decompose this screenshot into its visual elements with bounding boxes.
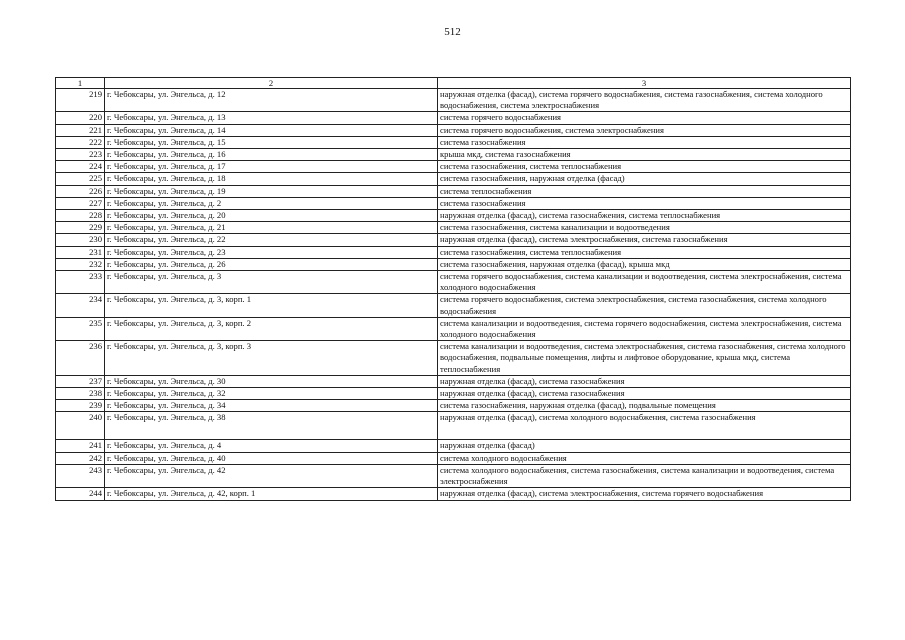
table-row (56, 294, 851, 317)
row-number: 223 (56, 149, 105, 161)
row-works: система горячего водоснабжения (438, 112, 851, 124)
table-row (56, 440, 851, 452)
row-works: система канализации и водоотведения, система электроснабжения, система газоснабжения, система холодного водоснабжения, подвальные помещения, лифты и лифтовое оборудование, крыша мкд, система теплоснабжения (438, 341, 851, 376)
row-address: г. Чебоксары, ул. Энгельса, д. 40 (105, 452, 438, 464)
row-number: 242 (56, 452, 105, 464)
row-works: наружная отделка (фасад), система газоснабжения, система теплоснабжения (438, 210, 851, 222)
row-number: 225 (56, 173, 105, 185)
row-address: г. Чебоксары, ул. Энгельса, д. 3, корп. 3 (105, 341, 438, 376)
row-number: 229 (56, 222, 105, 234)
row-number: 238 (56, 388, 105, 400)
registry-table (55, 77, 851, 501)
row-number: 226 (56, 185, 105, 197)
row-works: система газоснабжения, система теплоснабжения (438, 246, 851, 258)
row-number: 243 (56, 464, 105, 487)
row-number: 232 (56, 258, 105, 270)
row-number: 224 (56, 161, 105, 173)
row-number: 220 (56, 112, 105, 124)
row-number: 234 (56, 294, 105, 317)
row-address: г. Чебоксары, ул. Энгельса, д. 32 (105, 388, 438, 400)
row-works: система горячего водоснабжения, система электроснабжения, система газоснабжения, система холодного водоснабжения (438, 294, 851, 317)
row-number: 227 (56, 197, 105, 209)
table-row (56, 258, 851, 270)
row-works: наружная отделка (фасад), система горячего водоснабжения, система газоснабжения, система холодного водоснабжения, система электроснабжения (438, 89, 851, 112)
header-col-1: 1 (56, 78, 105, 89)
row-address: г. Чебоксары, ул. Энгельса, д. 14 (105, 124, 438, 136)
row-works: система горячего водоснабжения, система канализации и водоотведения, система электроснабжения, система холодного водоснабжения (438, 271, 851, 294)
row-address: г. Чебоксары, ул. Энгельса, д. 3, корп. 2 (105, 317, 438, 340)
row-number: 233 (56, 271, 105, 294)
table-row (56, 124, 851, 136)
row-works: система газоснабжения, система теплоснабжения (438, 161, 851, 173)
row-address: г. Чебоксары, ул. Энгельса, д. 16 (105, 149, 438, 161)
row-works: наружная отделка (фасад) (438, 440, 851, 452)
table-row (56, 112, 851, 124)
row-address: г. Чебоксары, ул. Энгельса, д. 18 (105, 173, 438, 185)
row-address: г. Чебоксары, ул. Энгельса, д. 13 (105, 112, 438, 124)
table-row (56, 488, 851, 500)
row-address: г. Чебоксары, ул. Энгельса, д. 22 (105, 234, 438, 246)
row-works: крыша мкд, система газоснабжения (438, 149, 851, 161)
page-number: 512 (444, 26, 461, 38)
row-address: г. Чебоксары, ул. Энгельса, д. 23 (105, 246, 438, 258)
row-works: система холодного водоснабжения (438, 452, 851, 464)
table-row (56, 173, 851, 185)
table-row (56, 89, 851, 112)
row-number: 241 (56, 440, 105, 452)
table-row (56, 317, 851, 340)
table-row (56, 452, 851, 464)
table-body (56, 89, 851, 501)
row-works: система газоснабжения, система канализации и водоотведения (438, 222, 851, 234)
row-works: система газоснабжения, наружная отделка (фасад), крыша мкд (438, 258, 851, 270)
table-row (56, 246, 851, 258)
table-row (56, 222, 851, 234)
header-row (56, 78, 851, 89)
header-col-2: 2 (105, 78, 438, 89)
row-works: система канализации и водоотведения, система горячего водоснабжения, система электроснабжения, система холодного водоснабжения (438, 317, 851, 340)
row-address: г. Чебоксары, ул. Энгельса, д. 3, корп. 1 (105, 294, 438, 317)
table-row (56, 161, 851, 173)
table-row (56, 375, 851, 387)
table-row (56, 234, 851, 246)
row-number: 244 (56, 488, 105, 500)
row-works: наружная отделка (фасад), система холодного водоснабжения, система газоснабжения (438, 412, 851, 440)
row-number: 228 (56, 210, 105, 222)
header-col-3: 3 (438, 78, 851, 89)
row-number: 219 (56, 89, 105, 112)
table-row (56, 400, 851, 412)
row-works: система газоснабжения, наружная отделка (фасад), подвальные помещения (438, 400, 851, 412)
row-address: г. Чебоксары, ул. Энгельса, д. 19 (105, 185, 438, 197)
table-header (56, 78, 851, 89)
row-address: г. Чебоксары, ул. Энгельса, д. 30 (105, 375, 438, 387)
row-number: 230 (56, 234, 105, 246)
row-address: г. Чебоксары, ул. Энгельса, д. 17 (105, 161, 438, 173)
row-address: г. Чебоксары, ул. Энгельса, д. 20 (105, 210, 438, 222)
row-address: г. Чебоксары, ул. Энгельса, д. 42 (105, 464, 438, 487)
table-row (56, 271, 851, 294)
table-row (56, 341, 851, 376)
row-works: система горячего водоснабжения, система электроснабжения (438, 124, 851, 136)
table-row (56, 197, 851, 209)
row-number: 222 (56, 136, 105, 148)
row-works: система газоснабжения (438, 197, 851, 209)
row-works: система газоснабжения (438, 136, 851, 148)
row-works: система газоснабжения, наружная отделка (фасад) (438, 173, 851, 185)
row-works: наружная отделка (фасад), система электроснабжения, система горячего водоснабжения (438, 488, 851, 500)
row-address: г. Чебоксары, ул. Энгельса, д. 38 (105, 412, 438, 440)
row-works: наружная отделка (фасад), система газоснабжения (438, 388, 851, 400)
row-number: 240 (56, 412, 105, 440)
row-address: г. Чебоксары, ул. Энгельса, д. 21 (105, 222, 438, 234)
table-row (56, 210, 851, 222)
row-number: 231 (56, 246, 105, 258)
row-number: 221 (56, 124, 105, 136)
table-row (56, 388, 851, 400)
row-address: г. Чебоксары, ул. Энгельса, д. 42, корп. 1 (105, 488, 438, 500)
table-row (56, 412, 851, 440)
row-works: наружная отделка (фасад), система электроснабжения, система газоснабжения (438, 234, 851, 246)
table-row (56, 464, 851, 487)
row-address: г. Чебоксары, ул. Энгельса, д. 3 (105, 271, 438, 294)
row-address: г. Чебоксары, ул. Энгельса, д. 2 (105, 197, 438, 209)
table-row (56, 185, 851, 197)
row-address: г. Чебоксары, ул. Энгельса, д. 12 (105, 89, 438, 112)
table-row (56, 136, 851, 148)
row-works: система холодного водоснабжения, система газоснабжения, система канализации и водоотведения, система электроснабжения (438, 464, 851, 487)
row-address: г. Чебоксары, ул. Энгельса, д. 4 (105, 440, 438, 452)
row-number: 239 (56, 400, 105, 412)
row-works: система теплоснабжения (438, 185, 851, 197)
row-works: наружная отделка (фасад), система газоснабжения (438, 375, 851, 387)
row-address: г. Чебоксары, ул. Энгельса, д. 15 (105, 136, 438, 148)
table-row (56, 149, 851, 161)
row-number: 237 (56, 375, 105, 387)
row-address: г. Чебоксары, ул. Энгельса, д. 26 (105, 258, 438, 270)
row-number: 235 (56, 317, 105, 340)
row-number: 236 (56, 341, 105, 376)
row-address: г. Чебоксары, ул. Энгельса, д. 34 (105, 400, 438, 412)
